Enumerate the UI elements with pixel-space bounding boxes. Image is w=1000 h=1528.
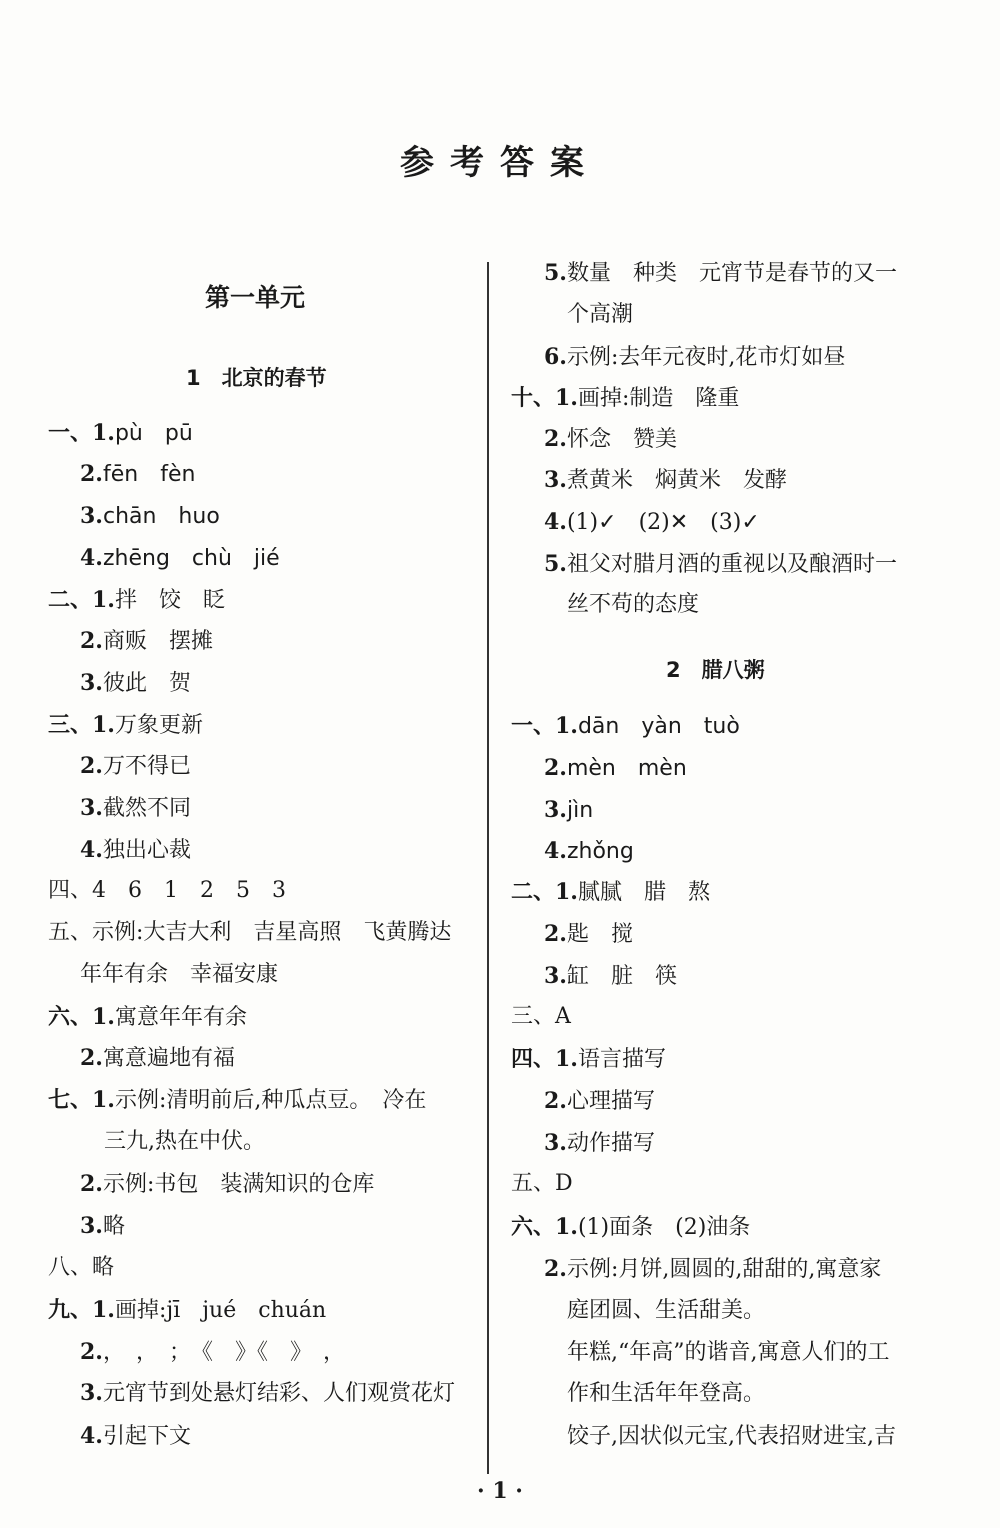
answer-text: 五、示例:大吉大利 吉星高照 飞黄腾达 — [48, 920, 452, 945]
answer-number: 三、1. — [48, 712, 115, 738]
answer-number: 2. — [80, 628, 103, 654]
answer-text: 拌 饺 眨 — [114, 588, 225, 613]
answer-line — [80, 501, 220, 532]
answer-line — [48, 1295, 326, 1326]
answer-line — [80, 835, 191, 866]
answer-text: 祖父对腊月酒的重视以及酿酒时一 — [566, 552, 897, 577]
unit-title: 第一单元 — [205, 283, 306, 312]
answer-number: 2. — [80, 461, 103, 487]
answer-text: 三、A — [511, 1004, 571, 1029]
answer-line — [544, 507, 760, 538]
page-title: 参考答案 — [400, 143, 600, 183]
answer-text: 年年有余 幸福安康 — [80, 962, 279, 987]
answer-text: 截然不同 — [102, 796, 191, 821]
answer-line — [511, 877, 710, 908]
answer-number: 2. — [80, 753, 103, 779]
answer-number: 十、1. — [511, 385, 578, 411]
answer-line — [544, 961, 677, 992]
answer-text: 万象更新 — [114, 713, 203, 738]
answer-line — [48, 585, 225, 616]
answer-text: 示例:去年元夜时,花市灯如昼 — [566, 345, 846, 370]
answer-line — [80, 960, 278, 990]
answer-number: 四、1. — [511, 1046, 578, 1072]
answer-text: 示例:月饼,圆圆的,甜甜的,寓意家 — [566, 1257, 882, 1282]
answer-number: 4. — [80, 837, 103, 863]
answer-text: 五、D — [511, 1171, 573, 1196]
answer-line — [511, 711, 740, 742]
answer-text: 独出心裁 — [102, 838, 191, 863]
answer-line — [511, 1169, 573, 1199]
answer-line — [48, 1085, 426, 1116]
answer-number: 3. — [80, 795, 103, 821]
answer-line — [80, 1421, 191, 1452]
answer-number: 2. — [80, 1171, 103, 1197]
answer-number: 4. — [544, 838, 567, 864]
lesson-title-2: 2 腊八粥 — [666, 658, 765, 682]
answer-line — [80, 1043, 235, 1074]
answer-number: 3. — [544, 1130, 567, 1156]
answer-line — [544, 258, 897, 289]
answer-text: 年糕,“年高”的谐音,寓意人们的工 — [567, 1340, 890, 1365]
answer-text: 画掉:jī jué chuán — [114, 1298, 327, 1323]
answer-line — [544, 795, 593, 826]
answer-line — [48, 418, 193, 449]
answer-text: 引起下文 — [102, 1424, 191, 1449]
column-divider — [487, 262, 489, 1474]
answer-line — [567, 1379, 765, 1409]
answer-text: 庭团圆、生活甜美。 — [567, 1298, 766, 1323]
answer-line — [544, 1128, 655, 1159]
answer-number: 一、1. — [48, 420, 115, 446]
answer-text: 商贩 摆摊 — [102, 629, 213, 654]
answer-text: 匙 搅 — [566, 922, 633, 947]
answer-number: 3. — [544, 797, 567, 823]
answer-number: 3. — [80, 670, 103, 696]
answer-text: 怀念 赞美 — [566, 427, 677, 452]
answer-text: (1)✓ (2)✕ (3)✓ — [566, 510, 760, 535]
answer-text: dān yàn tuò — [577, 714, 740, 739]
answer-number: 4. — [80, 545, 103, 571]
answer-line — [80, 1211, 125, 1242]
answer-line — [544, 1254, 881, 1285]
answer-line — [567, 1296, 765, 1326]
answer-line — [567, 300, 633, 330]
answer-line — [80, 1169, 374, 1200]
answer-line — [80, 626, 213, 657]
answer-number: 2. — [544, 426, 567, 452]
answer-line — [567, 1422, 896, 1452]
answer-text: zhǒng — [566, 839, 634, 864]
answer-text: 元宵节到处悬灯结彩、人们观赏花灯 — [102, 1381, 455, 1406]
answer-number: 六、1. — [48, 1004, 115, 1030]
answer-text: 丝不苟的态度 — [567, 592, 700, 617]
answer-text: 画掉:制造 隆重 — [577, 386, 740, 411]
answer-line — [544, 465, 787, 496]
answer-line — [544, 342, 845, 373]
answer-text: 三九,热在中伏。 — [104, 1129, 265, 1154]
answer-line — [544, 549, 897, 580]
answer-number: 4. — [80, 1423, 103, 1449]
answer-text: (1)面条 (2)油条 — [577, 1215, 751, 1240]
answer-line — [511, 1212, 750, 1243]
answer-text: 语言描写 — [577, 1047, 666, 1072]
answer-line — [80, 793, 191, 824]
answer-line — [511, 1002, 571, 1032]
answer-line — [80, 751, 191, 782]
answer-line — [567, 590, 699, 620]
answer-text: 作和生活年年登高。 — [567, 1381, 766, 1406]
answer-number: 2. — [80, 1045, 103, 1071]
answer-line — [80, 668, 191, 699]
answer-text: 数量 种类 元宵节是春节的又一 — [566, 261, 897, 286]
answer-text: mèn mèn — [566, 756, 687, 781]
answer-line — [48, 710, 203, 741]
page-number: · 1 · — [477, 1478, 523, 1504]
answer-text: 个高潮 — [567, 302, 634, 327]
answer-text: 煮黄米 焖黄米 发酵 — [566, 468, 787, 493]
answer-number: 一、1. — [511, 713, 578, 739]
answer-line — [104, 1127, 265, 1157]
answer-line — [544, 836, 634, 867]
answer-text: 动作描写 — [566, 1131, 655, 1156]
answer-number: 6. — [544, 344, 567, 370]
answer-line — [80, 459, 195, 490]
answer-text: 示例:书包 装满知识的仓库 — [102, 1172, 375, 1197]
answer-number: 二、1. — [48, 587, 115, 613]
answer-text: zhēng chù jié — [102, 546, 280, 571]
lesson-title-1: 1 北京的春节 — [186, 366, 327, 390]
answer-number: 七、1. — [48, 1087, 115, 1113]
answer-line — [80, 1337, 345, 1368]
answer-text: 饺子,因状似元宝,代表招财进宝,吉 — [567, 1424, 896, 1449]
answer-text: fēn fèn — [102, 462, 196, 487]
answer-line — [567, 1338, 889, 1368]
answer-text: ， ， ； 《 》《 》 ， — [102, 1340, 345, 1365]
answer-line — [511, 1044, 666, 1075]
answer-number: 3. — [80, 1380, 103, 1406]
answer-number: 5. — [544, 551, 567, 577]
answer-text: 心理描写 — [566, 1089, 655, 1114]
answer-line — [544, 1086, 655, 1117]
answer-number: 九、1. — [48, 1297, 115, 1323]
answer-number: 3. — [80, 503, 103, 529]
answer-text: 八、略 — [48, 1255, 115, 1280]
answer-text: 略 — [102, 1214, 125, 1239]
answer-text: chān huo — [102, 504, 220, 529]
answer-line — [544, 919, 633, 950]
answer-line — [544, 753, 687, 784]
answer-text: 寓意年年有余 — [114, 1005, 247, 1030]
answer-number: 2. — [544, 755, 567, 781]
answer-number: 5. — [544, 260, 567, 286]
answer-number: 2. — [544, 1088, 567, 1114]
answer-number: 2. — [544, 921, 567, 947]
answer-text: jìn — [566, 798, 594, 823]
answer-text: 示例:清明前后,种瓜点豆。 冷在 — [114, 1088, 427, 1113]
answer-text: 腻腻 腊 熬 — [577, 880, 710, 905]
answer-line — [48, 1002, 247, 1033]
answer-line — [80, 543, 280, 574]
answer-line — [48, 918, 451, 948]
answer-text: 缸 脏 筷 — [566, 964, 677, 989]
answer-number: 4. — [544, 509, 567, 535]
answer-text: pù pū — [114, 421, 193, 446]
answer-line — [80, 1378, 455, 1409]
answer-number: 2. — [80, 1339, 103, 1365]
answer-number: 3. — [80, 1213, 103, 1239]
answer-number: 二、1. — [511, 879, 578, 905]
answer-line — [544, 424, 677, 455]
answer-text: 彼此 贺 — [102, 671, 191, 696]
answer-text: 万不得已 — [102, 754, 191, 779]
answer-line — [48, 876, 286, 906]
answer-number: 2. — [544, 1256, 567, 1282]
answer-line — [511, 383, 739, 414]
answer-number: 六、1. — [511, 1214, 578, 1240]
answer-text: 寓意遍地有福 — [102, 1046, 235, 1071]
answer-text: 四、4 6 1 2 5 3 — [48, 878, 286, 903]
answer-line — [48, 1253, 114, 1283]
answer-number: 3. — [544, 467, 567, 493]
answer-number: 3. — [544, 963, 567, 989]
